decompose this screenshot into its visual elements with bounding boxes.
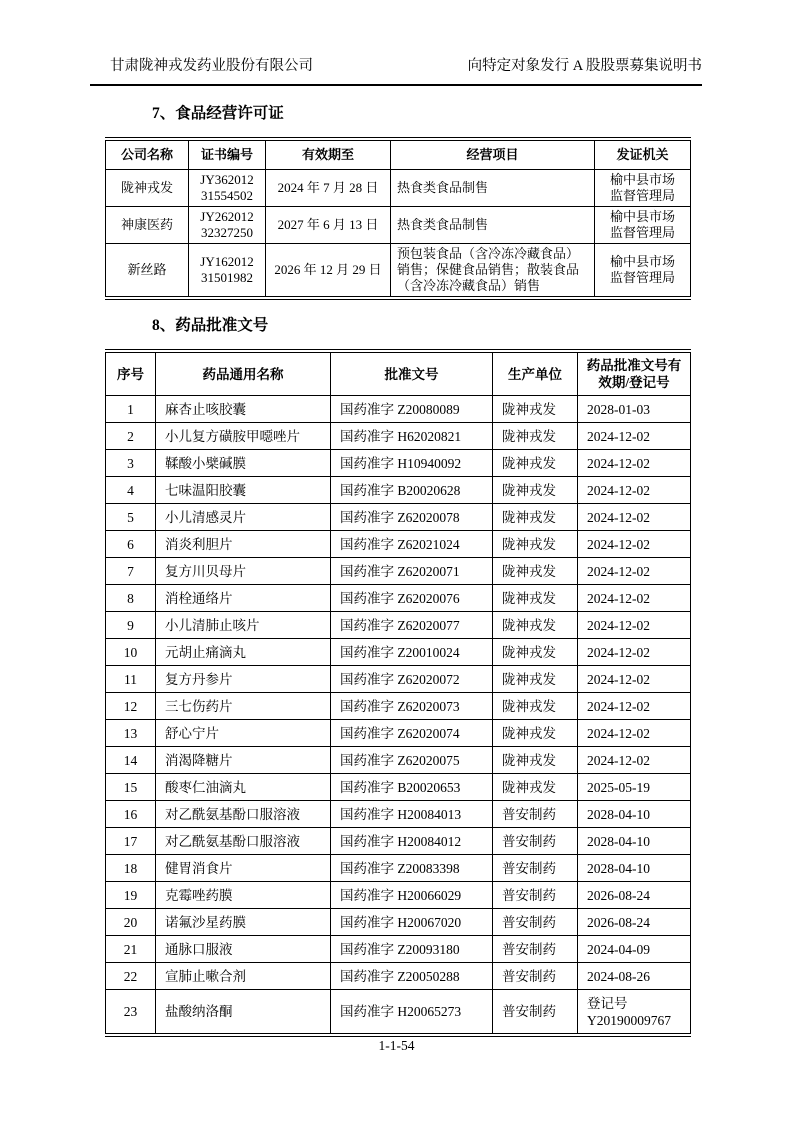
cell-approval-no: 国药准字 H20067020 (331, 909, 493, 936)
table-row (106, 936, 691, 963)
cell-approval-no: 国药准字 B20020653 (331, 774, 493, 801)
cell-seq: 1 (106, 396, 156, 423)
food-license-table (105, 137, 691, 300)
page-number: 1-1-54 (378, 1038, 415, 1053)
cell-drug-name: 克霉唑药膜 (156, 882, 331, 909)
cell-seq: 22 (106, 963, 156, 990)
cell-drug-name: 对乙酰氨基酚口服溶液 (156, 828, 331, 855)
cell-drug-name: 消炎利胆片 (156, 531, 331, 558)
cell-cert-no: JY162012 31501982 (189, 244, 266, 299)
cell-approval-no: 国药准字 H10940092 (331, 450, 493, 477)
cell-producer: 陇神戎发 (493, 504, 578, 531)
cell-approval-no: 国药准字 Z20093180 (331, 936, 493, 963)
cell-cert-no: JY362012 31554502 (189, 170, 266, 207)
cell-approval-no: 国药准字 H20084012 (331, 828, 493, 855)
cell-issuer: 榆中县市场 监督管理局 (595, 244, 691, 299)
cell-drug-name: 通脉口服液 (156, 936, 331, 963)
cell-producer: 陇神戎发 (493, 666, 578, 693)
cell-seq: 14 (106, 747, 156, 774)
table-row (106, 477, 691, 504)
cell-expiry: 2024-12-02 (578, 504, 691, 531)
table-row (106, 531, 691, 558)
cell-drug-name: 小儿复方磺胺甲噁唑片 (156, 423, 331, 450)
col-header-drug-name: 药品通用名称 (156, 351, 331, 396)
cell-scope: 热食类食品制售 (391, 170, 595, 207)
cell-producer: 陇神戎发 (493, 585, 578, 612)
cell-approval-no: 国药准字 Z62020076 (331, 585, 493, 612)
cell-drug-name: 舒心宁片 (156, 720, 331, 747)
cell-approval-no: 国药准字 Z62020073 (331, 693, 493, 720)
cell-drug-name: 对乙酰氨基酚口服溶液 (156, 801, 331, 828)
cell-seq: 6 (106, 531, 156, 558)
cell-drug-name: 小儿清肺止咳片 (156, 612, 331, 639)
drug-approval-table-body (106, 396, 691, 1036)
section-title-food-license: 7、食品经营许可证 (152, 105, 284, 122)
cell-producer: 陇神戎发 (493, 612, 578, 639)
cell-producer: 陇神戎发 (493, 747, 578, 774)
cell-expiry: 2024-12-02 (578, 477, 691, 504)
table-row (106, 396, 691, 423)
cell-approval-no: 国药准字 H20065273 (331, 990, 493, 1036)
cell-company: 神康医药 (106, 207, 189, 244)
cell-expiry: 2024-12-02 (578, 558, 691, 585)
cell-drug-name: 酸枣仁油滴丸 (156, 774, 331, 801)
cell-expiry: 2024-08-26 (578, 963, 691, 990)
cell-producer: 陇神戎发 (493, 693, 578, 720)
cell-expiry: 2024-12-02 (578, 693, 691, 720)
cell-approval-no: 国药准字 Z62020077 (331, 612, 493, 639)
cell-expiry: 2028-04-10 (578, 855, 691, 882)
cell-producer: 陇神戎发 (493, 531, 578, 558)
table-row (106, 207, 691, 244)
cell-seq: 17 (106, 828, 156, 855)
header-row (106, 351, 691, 396)
cell-approval-no: 国药准字 B20020628 (331, 477, 493, 504)
cell-producer: 陇神戎发 (493, 423, 578, 450)
cell-approval-no: 国药准字 Z62020072 (331, 666, 493, 693)
cell-expiry: 2028-04-10 (578, 801, 691, 828)
cell-drug-name: 复方川贝母片 (156, 558, 331, 585)
cell-producer: 陇神戎发 (493, 639, 578, 666)
cell-drug-name: 复方丹参片 (156, 666, 331, 693)
cell-seq: 4 (106, 477, 156, 504)
table-row (106, 585, 691, 612)
table-row (106, 963, 691, 990)
cell-expiry: 2024-12-02 (578, 423, 691, 450)
cell-producer: 普安制药 (493, 990, 578, 1036)
cell-approval-no: 国药准字 Z62021024 (331, 531, 493, 558)
cell-expiry: 2024-12-02 (578, 612, 691, 639)
cell-expiry: 2025-05-19 (578, 774, 691, 801)
cell-issuer: 榆中县市场 监督管理局 (595, 207, 691, 244)
cell-expiry: 2024-12-02 (578, 666, 691, 693)
cell-approval-no: 国药准字 Z20083398 (331, 855, 493, 882)
cell-drug-name: 鞣酸小檗碱膜 (156, 450, 331, 477)
cell-producer: 陇神戎发 (493, 450, 578, 477)
cell-expiry: 2026-08-24 (578, 882, 691, 909)
cell-seq: 7 (106, 558, 156, 585)
table-row (106, 558, 691, 585)
cell-expiry: 2028-04-10 (578, 828, 691, 855)
cell-drug-name: 盐酸纳洛酮 (156, 990, 331, 1036)
cell-approval-no: 国药准字 H20066029 (331, 882, 493, 909)
cell-seq: 19 (106, 882, 156, 909)
cell-approval-no: 国药准字 Z62020071 (331, 558, 493, 585)
header-company-name: 甘肃陇神戎发药业股份有限公司 (110, 58, 313, 74)
cell-producer: 陇神戎发 (493, 558, 578, 585)
cell-company: 陇神戎发 (106, 170, 189, 207)
drug-approval-table (105, 349, 691, 1037)
cell-seq: 2 (106, 423, 156, 450)
cell-producer: 普安制药 (493, 828, 578, 855)
cell-expiry: 2024-12-02 (578, 450, 691, 477)
col-header-seq: 序号 (106, 351, 156, 396)
cell-drug-name: 健胃消食片 (156, 855, 331, 882)
cell-expiry: 2024-12-02 (578, 720, 691, 747)
table-row (106, 855, 691, 882)
col-header-scope: 经营项目 (391, 139, 595, 170)
table-row (106, 666, 691, 693)
cell-seq: 12 (106, 693, 156, 720)
table-row (106, 612, 691, 639)
cell-seq: 15 (106, 774, 156, 801)
cell-drug-name: 元胡止痛滴丸 (156, 639, 331, 666)
cell-seq: 5 (106, 504, 156, 531)
cell-valid-until: 2026 年 12 月 29 日 (266, 244, 391, 299)
cell-approval-no: 国药准字 Z62020075 (331, 747, 493, 774)
cell-drug-name: 宣肺止嗽合剂 (156, 963, 331, 990)
cell-seq: 13 (106, 720, 156, 747)
cell-seq: 23 (106, 990, 156, 1036)
cell-scope: 预包装食品（含冷冻冷藏食品）销售；保健食品销售；散装食品（含冷冻冷藏食品）销售 (391, 244, 595, 299)
cell-seq: 3 (106, 450, 156, 477)
table-row (106, 423, 691, 450)
cell-drug-name: 七味温阳胶囊 (156, 477, 331, 504)
cell-expiry: 2024-12-02 (578, 747, 691, 774)
cell-drug-name: 诺氟沙星药膜 (156, 909, 331, 936)
col-header-company: 公司名称 (106, 139, 189, 170)
table-row (106, 882, 691, 909)
section-title-drug-approval: 8、药品批准文号 (152, 317, 269, 334)
cell-drug-name: 麻杏止咳胶囊 (156, 396, 331, 423)
table-row (106, 504, 691, 531)
cell-drug-name: 消渴降糖片 (156, 747, 331, 774)
food-license-table-header (106, 139, 691, 170)
col-header-cert-no: 证书编号 (189, 139, 266, 170)
cell-issuer: 榆中县市场 监督管理局 (595, 170, 691, 207)
cell-expiry: 登记号 Y20190009767 (578, 990, 691, 1036)
table-row (106, 747, 691, 774)
cell-valid-until: 2024 年 7 月 28 日 (266, 170, 391, 207)
header-doc-title: 向特定对象发行 A 股股票募集说明书 (467, 58, 702, 74)
table-row (106, 909, 691, 936)
table-row (106, 244, 691, 299)
cell-expiry: 2024-04-09 (578, 936, 691, 963)
cell-cert-no: JY262012 32327250 (189, 207, 266, 244)
cell-seq: 9 (106, 612, 156, 639)
cell-approval-no: 国药准字 Z62020074 (331, 720, 493, 747)
cell-expiry: 2028-01-03 (578, 396, 691, 423)
table-row (106, 801, 691, 828)
cell-producer: 陇神戎发 (493, 477, 578, 504)
cell-approval-no: 国药准字 Z20080089 (331, 396, 493, 423)
col-header-expiry: 药品批准文号有效期/登记号 (578, 351, 691, 396)
cell-approval-no: 国药准字 Z62020078 (331, 504, 493, 531)
col-header-valid-until: 有效期至 (266, 139, 391, 170)
cell-valid-until: 2027 年 6 月 13 日 (266, 207, 391, 244)
cell-expiry: 2026-08-24 (578, 909, 691, 936)
table-row (106, 170, 691, 207)
cell-producer: 普安制药 (493, 963, 578, 990)
cell-seq: 11 (106, 666, 156, 693)
cell-approval-no: 国药准字 Z20010024 (331, 639, 493, 666)
food-license-table-body (106, 170, 691, 299)
cell-producer: 陇神戎发 (493, 396, 578, 423)
cell-expiry: 2024-12-02 (578, 531, 691, 558)
cell-producer: 普安制药 (493, 909, 578, 936)
cell-producer: 普安制药 (493, 801, 578, 828)
cell-approval-no: 国药准字 Z20050288 (331, 963, 493, 990)
cell-seq: 21 (106, 936, 156, 963)
table-row (106, 774, 691, 801)
cell-producer: 普安制药 (493, 882, 578, 909)
col-header-issuer: 发证机关 (595, 139, 691, 170)
table-row (106, 990, 691, 1036)
col-header-producer: 生产单位 (493, 351, 578, 396)
page-header (90, 58, 702, 86)
cell-producer: 陇神戎发 (493, 720, 578, 747)
cell-seq: 10 (106, 639, 156, 666)
col-header-approval-no: 批准文号 (331, 351, 493, 396)
cell-expiry: 2024-12-02 (578, 585, 691, 612)
table-row (106, 450, 691, 477)
drug-approval-table-header (106, 351, 691, 396)
cell-company: 新丝路 (106, 244, 189, 299)
cell-seq: 18 (106, 855, 156, 882)
cell-producer: 普安制药 (493, 855, 578, 882)
cell-drug-name: 消栓通络片 (156, 585, 331, 612)
cell-seq: 16 (106, 801, 156, 828)
header-row (106, 139, 691, 170)
cell-producer: 普安制药 (493, 936, 578, 963)
cell-seq: 20 (106, 909, 156, 936)
cell-approval-no: 国药准字 H20084013 (331, 801, 493, 828)
cell-drug-name: 小儿清感灵片 (156, 504, 331, 531)
table-row (106, 639, 691, 666)
cell-seq: 8 (106, 585, 156, 612)
cell-approval-no: 国药准字 H62020821 (331, 423, 493, 450)
cell-expiry: 2024-12-02 (578, 639, 691, 666)
cell-scope: 热食类食品制售 (391, 207, 595, 244)
table-row (106, 720, 691, 747)
table-row (106, 693, 691, 720)
cell-producer: 陇神戎发 (493, 774, 578, 801)
cell-drug-name: 三七伤药片 (156, 693, 331, 720)
table-row (106, 828, 691, 855)
